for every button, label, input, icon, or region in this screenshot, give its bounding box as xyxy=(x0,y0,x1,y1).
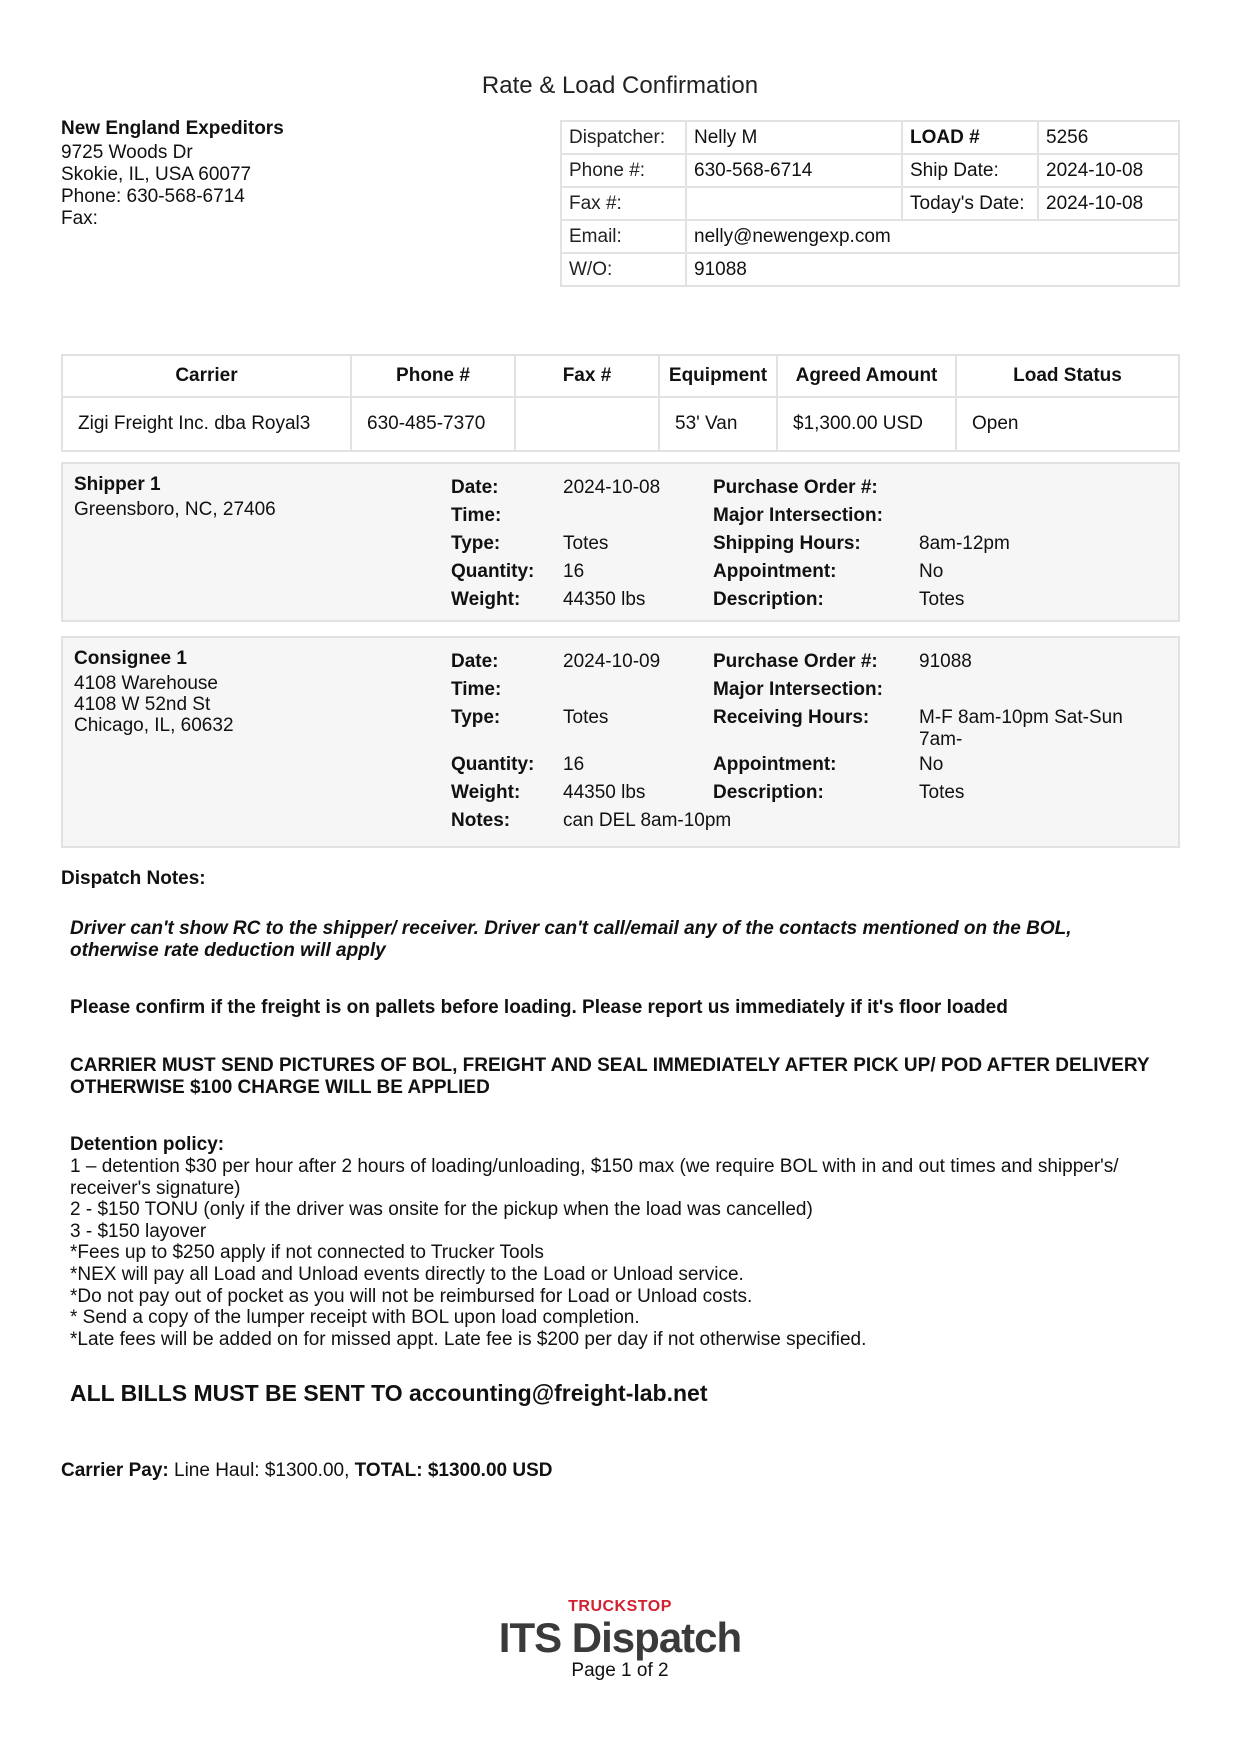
document-title: Rate & Load Confirmation xyxy=(481,72,759,99)
detail-value: 2024-10-09 xyxy=(563,651,661,672)
detail-row xyxy=(451,586,1159,614)
detail-label: Time: xyxy=(451,505,502,526)
detail-label: Appointment: xyxy=(713,754,837,775)
detail-label: Description: xyxy=(713,782,824,803)
policy-line: 2 - $150 TONU (only if the driver was onsite for the pickup when the load was cancelled) xyxy=(70,1199,813,1221)
detail-value: 91088 xyxy=(919,651,972,672)
logo-its-dispatch-text: ITS Dispatch xyxy=(498,1614,742,1661)
detail-value: 44350 lbs xyxy=(563,589,646,610)
detail-value: M-F 8am-10pm Sat-Sun 7am- xyxy=(919,707,1123,750)
detail-value: 2024-10-08 xyxy=(563,477,661,498)
company-name: New England Expeditors xyxy=(61,118,284,139)
detail-value: No xyxy=(919,561,944,582)
header-phone: Phone # xyxy=(351,355,515,397)
consignee-address-line2: 4108 W 52nd St xyxy=(74,694,211,715)
header-equipment: Equipment xyxy=(659,355,777,397)
todays-date-label: Today's Date: xyxy=(902,187,1038,220)
detail-row xyxy=(451,676,1159,704)
email-label: Email: xyxy=(561,220,686,253)
policy-line: *NEX will pay all Load and Unload events directly to the Load or Unload service. xyxy=(70,1263,744,1285)
shipper-details xyxy=(451,474,1159,614)
load-number-value: 5256 xyxy=(1038,121,1179,154)
page-number: Page 1 of 2 xyxy=(571,1660,669,1681)
detail-row xyxy=(451,502,1159,530)
ship-date-value: 2024-10-08 xyxy=(1038,154,1179,187)
company-address-line1: 9725 Woods Dr xyxy=(61,142,193,163)
note-no-rc: Driver can't show RC to the shipper/ receiver. Driver can't call/email any of the contacts mentioned on the BOL, otherwise rate deduction will apply xyxy=(70,918,1072,961)
company-phone: Phone: 630-568-6714 xyxy=(61,186,245,207)
detail-label: Shipping Hours: xyxy=(713,533,861,554)
carrier-pay xyxy=(61,1460,552,1482)
detail-label: Date: xyxy=(451,477,499,498)
ship-date-label: Ship Date: xyxy=(902,154,1038,187)
policy-line: *Late fees will be added on for missed appt. Late fee is $200 per day if not otherwise specified. xyxy=(70,1328,867,1350)
logo-truckstop-text: TRUCKSTOP xyxy=(568,1598,672,1615)
fax-label: Fax #: xyxy=(561,187,686,220)
dispatcher-label: Dispatcher: xyxy=(561,121,686,154)
detail-label: Quantity: xyxy=(451,754,535,775)
shipper-box xyxy=(61,462,1180,622)
dispatcher-info-table xyxy=(560,120,1180,287)
consignee-info xyxy=(74,648,234,736)
detail-label: Appointment: xyxy=(713,561,837,582)
todays-date-value: 2024-10-08 xyxy=(1038,187,1179,220)
detail-row xyxy=(451,807,1159,835)
detail-value: 16 xyxy=(563,561,585,582)
detail-row xyxy=(451,648,1159,676)
policy-line: 1 – detention $30 per hour after 2 hours of loading/unloading, $150 max (we require BOL with in and out times and shipper's/ receiver's signature) xyxy=(70,1156,1119,1199)
detention-policy-list xyxy=(70,1156,1161,1350)
detail-label: Description: xyxy=(713,589,824,610)
detail-label: Type: xyxy=(451,707,501,728)
carrier-name: Zigi Freight Inc. dba Royal3 xyxy=(62,397,351,451)
detail-row xyxy=(451,530,1159,558)
detail-value: No xyxy=(919,754,944,775)
detail-label: Weight: xyxy=(451,782,521,803)
detail-value: 44350 lbs xyxy=(563,782,646,803)
carrier-fax xyxy=(515,397,659,451)
detail-value xyxy=(563,676,713,704)
carrier-pay-label: Carrier Pay: xyxy=(61,1460,169,1481)
policy-line: *Do not pay out of pocket as you will not be reimbursed for Load or Unload costs. xyxy=(70,1285,753,1307)
company-fax: Fax: xyxy=(61,208,98,229)
detail-value: can DEL 8am-10pm xyxy=(563,810,732,831)
detail-value xyxy=(919,676,1159,704)
policy-line: 3 - $150 layover xyxy=(70,1220,207,1242)
shipper-address: Greensboro, NC, 27406 xyxy=(74,499,276,520)
carrier-equipment: 53' Van xyxy=(659,397,777,451)
header-agreed-amount: Agreed Amount xyxy=(777,355,956,397)
header-load-status: Load Status xyxy=(956,355,1179,397)
shipper-heading: Shipper 1 xyxy=(74,474,161,495)
phone-value: 630-568-6714 xyxy=(686,154,902,187)
consignee-details xyxy=(451,648,1159,835)
dispatch-notes-heading: Dispatch Notes: xyxy=(61,868,206,889)
carrier-pay-line-haul: Line Haul: $1300.00, xyxy=(168,1460,355,1481)
dispatch-notes xyxy=(61,868,1161,1350)
note-pictures: CARRIER MUST SEND PICTURES OF BOL, FREIGHT AND SEAL IMMEDIATELY AFTER PICK UP/ POD AFTER DELIVERY OTHERWISE $100 CHARGE WILL BE APPLIED xyxy=(70,1055,1150,1098)
consignee-box xyxy=(61,636,1180,848)
wo-value: 91088 xyxy=(686,253,1179,286)
detail-row xyxy=(451,751,1159,779)
detail-value: Totes xyxy=(919,589,965,610)
carrier-load-status: Open xyxy=(956,397,1179,451)
detail-label: Major Intersection: xyxy=(713,679,883,700)
carrier-pay-total: TOTAL: $1300.00 USD xyxy=(354,1460,553,1481)
detail-label: Purchase Order #: xyxy=(713,477,878,498)
detail-label: Date: xyxy=(451,651,499,672)
detail-value: Totes xyxy=(563,533,609,554)
table-row xyxy=(62,397,1179,451)
carrier-phone: 630-485-7370 xyxy=(351,397,515,451)
detail-row xyxy=(451,558,1159,586)
bills-instruction: ALL BILLS MUST BE SENT TO accounting@freight-lab.net xyxy=(70,1380,708,1406)
detail-value xyxy=(919,502,1159,530)
detail-label: Quantity: xyxy=(451,561,535,582)
detail-label: Weight: xyxy=(451,589,521,610)
consignee-address-line1: 4108 Warehouse xyxy=(74,673,219,694)
policy-line: * Send a copy of the lumper receipt with BOL upon load completion. xyxy=(70,1307,640,1329)
detail-label: Notes: xyxy=(451,810,511,831)
carrier-table-header xyxy=(62,355,1179,397)
load-number-label: LOAD # xyxy=(902,121,1038,154)
detail-value: 8am-12pm xyxy=(919,533,1010,554)
detail-label: Purchase Order #: xyxy=(713,651,878,672)
detail-value: 16 xyxy=(563,754,585,775)
its-dispatch-logo xyxy=(0,1598,1240,1660)
company-block xyxy=(61,118,284,230)
dispatcher-value: Nelly M xyxy=(686,121,902,154)
carrier-table xyxy=(61,354,1180,452)
detail-value xyxy=(919,474,1159,502)
header-carrier: Carrier xyxy=(62,355,351,397)
shipper-info xyxy=(74,474,276,520)
consignee-heading: Consignee 1 xyxy=(74,648,187,669)
detail-value xyxy=(563,502,713,530)
wo-label: W/O: xyxy=(561,253,686,286)
detention-policy-heading: Detention policy: xyxy=(70,1134,225,1155)
dispatch-notes-body xyxy=(70,918,1161,1350)
fax-value xyxy=(686,187,902,220)
detail-row xyxy=(451,474,1159,502)
detail-value: Totes xyxy=(919,782,965,803)
detail-label: Major Intersection: xyxy=(713,505,883,526)
consignee-address-line3: Chicago, IL, 60632 xyxy=(74,715,234,736)
detail-value: Totes xyxy=(563,707,609,728)
detail-label: Type: xyxy=(451,533,501,554)
header-fax: Fax # xyxy=(515,355,659,397)
detail-label: Time: xyxy=(451,679,502,700)
phone-label: Phone #: xyxy=(561,154,686,187)
detail-row xyxy=(451,779,1159,807)
note-pallets: Please confirm if the freight is on pallets before loading. Please report us immediately if it's floor loaded xyxy=(70,997,1008,1018)
policy-line: *Fees up to $250 apply if not connected to Trucker Tools xyxy=(70,1242,544,1264)
carrier-agreed-amount: $1,300.00 USD xyxy=(777,397,956,451)
company-address-line2: Skokie, IL, USA 60077 xyxy=(61,164,252,185)
detail-label: Receiving Hours: xyxy=(713,707,870,728)
detail-row xyxy=(451,704,1159,751)
email-value: nelly@newengexp.com xyxy=(686,220,1179,253)
